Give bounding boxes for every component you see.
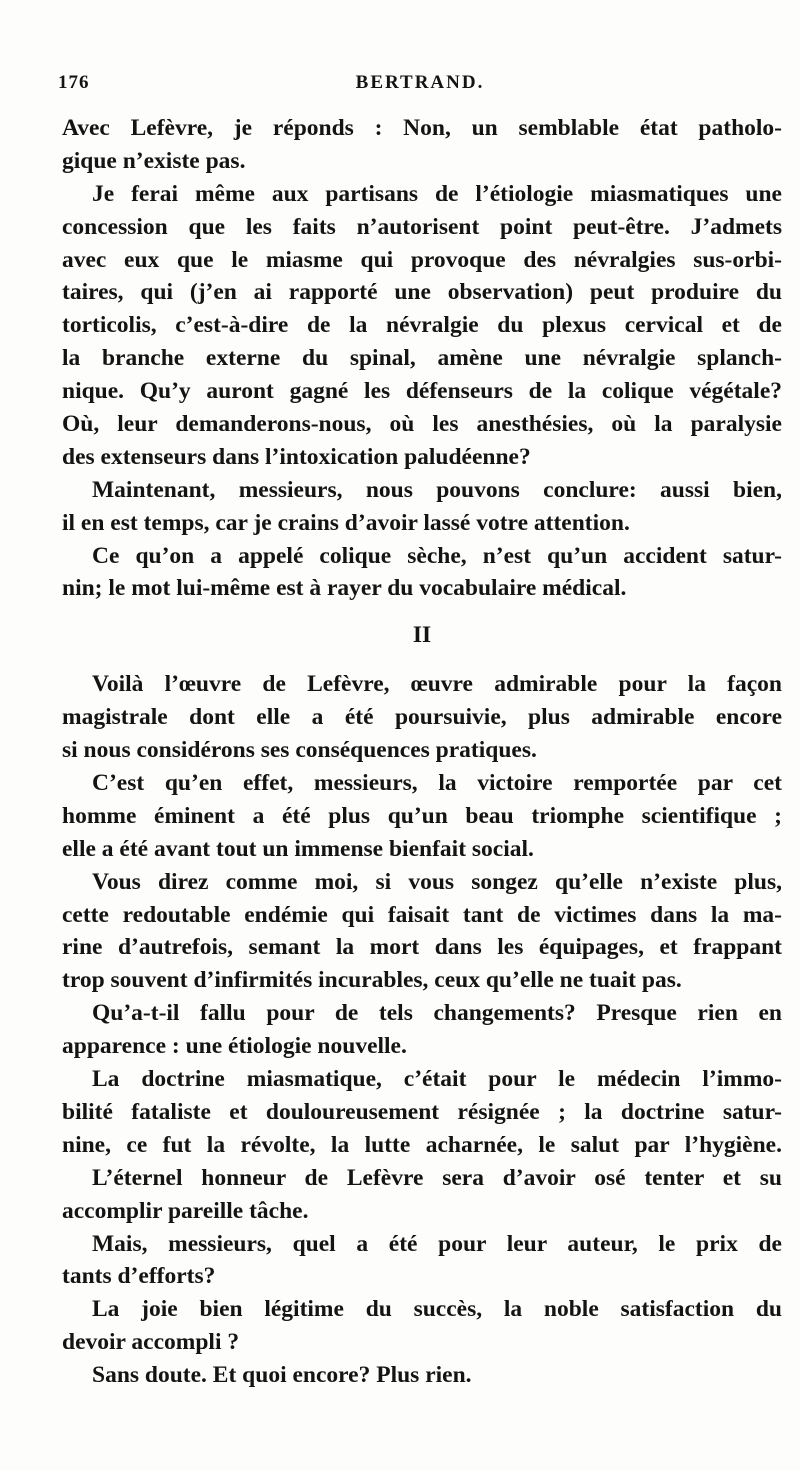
text-line: trop souvent d’infirmités incurables, ceux qu’elle ne tuait pas. (62, 967, 682, 994)
text-line: Ce qu’on a appelé colique sèche, n’est qu’un accident satur- (92, 542, 782, 569)
text-line: Vous direz comme moi, si vous songez qu’elle n’existe plus, (92, 868, 782, 895)
text-line: il en est temps, car je crains d’avoir lassé votre attention. (62, 509, 630, 536)
section-heading: II (412, 622, 432, 649)
text-line: L’éternel honneur de Lefèvre sera d’avoir osé tenter et su (92, 1164, 782, 1191)
text-line: la branche externe du spinal, amène une névralgie splanch- (62, 345, 782, 372)
text-line: si nous considérons ses conséquences pratiques. (62, 737, 537, 764)
text-line: cette redoutable endémie qui faisait tant de victimes dans la ma- (62, 901, 782, 928)
text-line: bilité fataliste et douloureusement résignée ; la doctrine satur- (62, 1098, 782, 1125)
text-line: C’est qu’en effet, messieurs, la victoire remportée par cet (92, 770, 782, 797)
text-line: Où, leur demanderons-nous, où les anesthésies, où la paralysie (62, 411, 782, 438)
text-line: tants d’efforts? (62, 1263, 216, 1290)
running-head (58, 72, 782, 102)
text-line: rine d’autrefois, semant la mort dans les équipages, et frappant (62, 934, 782, 961)
text-line: Maintenant, messieurs, nous pouvons conclure: aussi bien, (92, 476, 782, 503)
text-line: apparence : une étiologie nouvelle. (62, 1033, 407, 1060)
body-text (62, 112, 782, 1392)
text-line: Mais, messieurs, quel a été pour leur auteur, le prix de (92, 1230, 782, 1257)
text-line: Qu’a-t-il fallu pour de tels changements? Presque rien en (92, 1000, 782, 1027)
text-line: nique. Qu’y auront gagné les défenseurs de la colique végétale? (62, 378, 782, 405)
text-line: Sans doute. Et quoi encore? Plus rien. (92, 1362, 472, 1389)
text-line: nin; le mot lui-même est à rayer du vocabulaire médical. (62, 575, 627, 602)
text-line: La joie bien légitime du succès, la noble satisfaction du (92, 1296, 782, 1323)
text-line: des extenseurs dans l’intoxication paludéenne? (62, 443, 531, 470)
text-line: magistrale dont elle a été poursuivie, plus admirable encore (62, 704, 782, 731)
text-line: avec eux que le miasme qui provoque des névralgies sus-orbi- (62, 246, 782, 273)
text-line: Avec Lefèvre, je réponds : Non, un semblable état patholo- (62, 115, 782, 141)
text-line: devoir accompli ? (62, 1329, 240, 1356)
text-line: Voilà l’œuvre de Lefèvre, œuvre admirable pour la façon (92, 671, 782, 698)
text-line: taires, qui (j’en ai rapporté une observation) peut produire du (62, 279, 782, 306)
text-line: Je ferai même aux partisans de l’étiologie miasmatiques une (92, 180, 782, 207)
running-title: BERTRAND. (355, 72, 485, 93)
text-line: nine, ce fut la révolte, la lutte acharnée, le salut par l’hygiène. (62, 1131, 782, 1158)
text-line: torticolis, c’est-à-dire de la névralgie du plexus cervical et de (62, 312, 782, 339)
text-line: La doctrine miasmatique, c’était pour le médecin l’immo- (92, 1066, 782, 1093)
text-line: gique n’existe pas. (62, 147, 246, 174)
text-line: homme éminent a été plus qu’un beau triomphe scientifique ; (62, 802, 782, 829)
text-line: accomplir pareille tâche. (62, 1197, 309, 1224)
text-line: concession que les faits n’autorisent point peut-être. J’admets (62, 213, 782, 240)
text-line: elle a été avant tout un immense bienfait social. (62, 835, 534, 862)
page-number: 176 (58, 72, 90, 93)
